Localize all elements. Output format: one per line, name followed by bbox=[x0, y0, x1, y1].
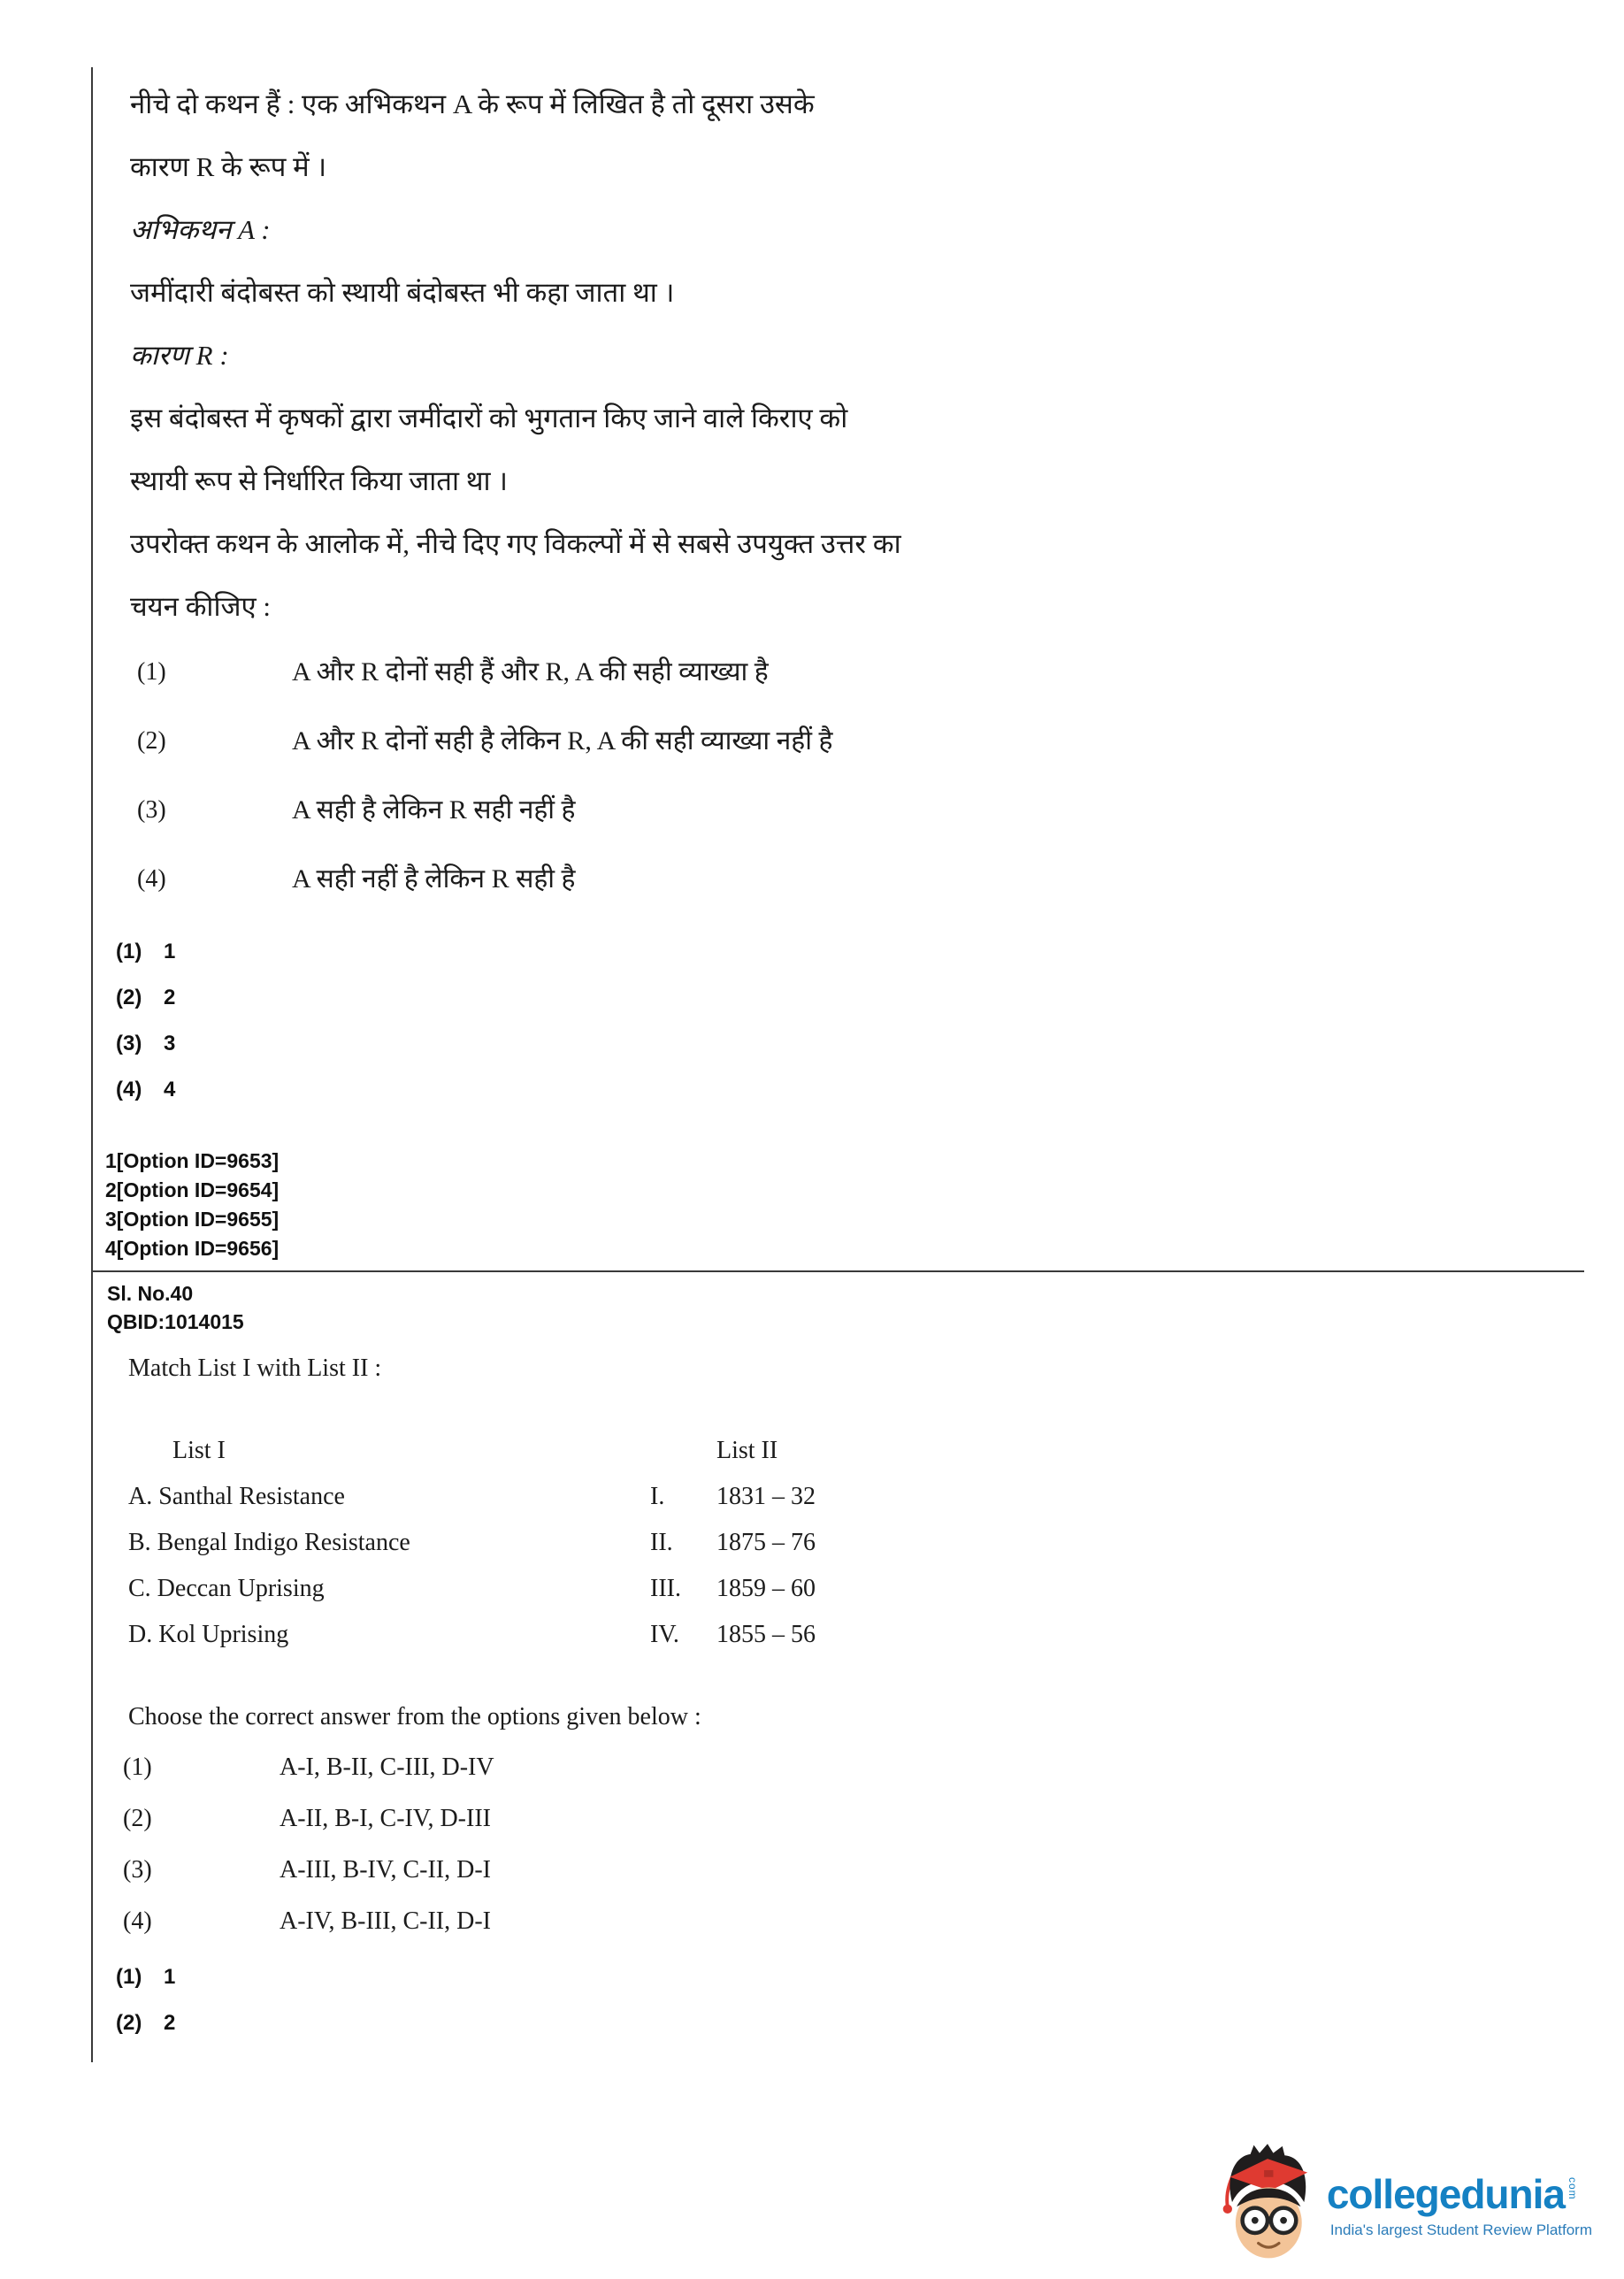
q1-options bbox=[137, 638, 1584, 914]
q1-intro-line-2: कारण R के रूप में । bbox=[130, 151, 327, 182]
q2-match-table bbox=[128, 1428, 1584, 1658]
q2-row-d-item: D. Kol Uprising bbox=[128, 1621, 289, 1648]
q2-answer-key-2-number: (2) bbox=[116, 2011, 142, 2035]
q1-option-3-text: A सही है लेकिन R सही नहीं है bbox=[292, 795, 576, 825]
q2-list1-header: List I bbox=[172, 1437, 226, 1464]
q2-row-c-year: 1859 – 60 bbox=[716, 1575, 816, 1602]
q1-reason-label: कारण R : bbox=[130, 340, 229, 371]
q2-option-1 bbox=[123, 1742, 1584, 1793]
question-divider bbox=[93, 1270, 1584, 1272]
q2-prompt: Match List I with List II : bbox=[128, 1354, 382, 1382]
collegedunia-logo-text bbox=[1327, 2172, 1592, 2239]
collegedunia-brand-name: collegedunia bbox=[1326, 2171, 1565, 2217]
q1-instruction-line-1: उपरोक्त कथन के आलोक में, नीचे दिए गए विकल्पों में से सबसे उपयुक्त उत्तर का bbox=[130, 528, 901, 559]
q2-row-a-year: 1831 – 32 bbox=[716, 1483, 816, 1510]
q2-option-3-number: (3) bbox=[123, 1856, 152, 1884]
q1-option-1-text: A और R दोनों सही हैं और R, A की सही व्याख्या है bbox=[292, 657, 769, 687]
q1-option-3 bbox=[137, 776, 1584, 845]
q2-option-3-text: A-III, B-IV, C-II, D-I bbox=[280, 1856, 491, 1884]
q2-answer-key-2-value: 2 bbox=[164, 2011, 176, 2035]
collegedunia-tagline: India's largest Student Review Platform bbox=[1329, 2221, 1592, 2238]
q1-body bbox=[130, 73, 1584, 638]
q2-answer-keys bbox=[116, 1954, 1584, 2046]
q1-answer-key-1 bbox=[116, 929, 1584, 975]
q1-option-1-number: (1) bbox=[137, 658, 166, 686]
collegedunia-logo bbox=[1215, 2143, 1592, 2268]
q1-answer-keys bbox=[116, 929, 1584, 1113]
q1-option-2-text: A और R दोनों सही है लेकिन R, A की सही व्याख्या नहीं है bbox=[292, 726, 833, 756]
q1-answer-key-4-number: (4) bbox=[116, 1078, 142, 1101]
q2-table-row-b bbox=[128, 1520, 1584, 1566]
q1-option-3-number: (3) bbox=[137, 796, 166, 824]
q2-row-c-item: C. Deccan Uprising bbox=[128, 1575, 325, 1602]
q1-reason-line-1: इस बंदोबस्त में कृषकों द्वारा जमींदारों को भुगतान किए जाने वाले किराए को bbox=[130, 403, 848, 434]
q1-answer-key-3-value: 3 bbox=[164, 1032, 176, 1055]
collegedunia-brand-suffix: com bbox=[1567, 2177, 1579, 2200]
q1-answer-key-4-value: 4 bbox=[164, 1078, 176, 1101]
q2-row-a-roman: I. bbox=[650, 1483, 665, 1510]
q1-answer-key-3 bbox=[116, 1021, 1584, 1067]
q1-answer-key-1-value: 1 bbox=[164, 940, 176, 963]
q2-option-2-text: A-II, B-I, C-IV, D-III bbox=[280, 1805, 491, 1832]
q2-option-1-number: (1) bbox=[123, 1753, 152, 1781]
q1-option-4-number: (4) bbox=[137, 865, 166, 893]
q2-table-row-c bbox=[128, 1566, 1584, 1612]
q1-answer-key-2-value: 2 bbox=[164, 986, 176, 1009]
q2-answer-key-1 bbox=[116, 1954, 1584, 2000]
q1-instruction-line-2: चयन कीजिए : bbox=[130, 591, 271, 622]
q1-option-id-3: 3[Option ID=9655] bbox=[105, 1208, 280, 1231]
q2-option-2-number: (2) bbox=[123, 1805, 152, 1832]
q1-answer-key-3-number: (3) bbox=[116, 1032, 142, 1055]
q2-table-row-a bbox=[128, 1474, 1584, 1520]
q2-table-row-d bbox=[128, 1612, 1584, 1658]
q2-row-a-item: A. Santhal Resistance bbox=[128, 1483, 345, 1510]
q2-list2-header: List II bbox=[716, 1437, 778, 1464]
q2-answer-key-1-number: (1) bbox=[116, 1965, 142, 1989]
q2-header bbox=[107, 1279, 1584, 1336]
q2-table-header bbox=[128, 1428, 1584, 1474]
q1-intro-line-1: नीचे दो कथन हैं : एक अभिकथन A के रूप में लिखित है तो दूसरा उसके bbox=[130, 88, 815, 119]
q1-reason-line-2: स्थायी रूप से निर्धारित किया जाता था । bbox=[130, 465, 509, 496]
q1-answer-key-2-number: (2) bbox=[116, 986, 142, 1009]
q1-assertion-label: अभिकथन A : bbox=[130, 214, 271, 245]
question-panel bbox=[91, 67, 1584, 2062]
q2-choose-instruction: Choose the correct answer from the options given below : bbox=[128, 1703, 701, 1730]
q2-row-d-year: 1855 – 56 bbox=[716, 1621, 816, 1648]
q2-row-b-year: 1875 – 76 bbox=[716, 1529, 816, 1556]
collegedunia-mascot-icon bbox=[1215, 2143, 1320, 2268]
q2-row-c-roman: III. bbox=[650, 1575, 681, 1602]
q1-option-ids bbox=[105, 1147, 1584, 1263]
q1-option-1 bbox=[137, 638, 1584, 707]
q1-option-2-number: (2) bbox=[137, 727, 166, 755]
q2-option-1-text: A-I, B-II, C-III, D-IV bbox=[280, 1753, 494, 1781]
q2-option-3 bbox=[123, 1845, 1584, 1896]
q2-row-d-roman: IV. bbox=[650, 1621, 679, 1648]
q2-option-4-number: (4) bbox=[123, 1907, 152, 1935]
q2-answer-key-1-value: 1 bbox=[164, 1965, 176, 1989]
q2-qbid: QBID:1014015 bbox=[107, 1310, 244, 1333]
q1-option-id-2: 2[Option ID=9654] bbox=[105, 1178, 280, 1201]
q2-option-4-text: A-IV, B-III, C-II, D-I bbox=[280, 1907, 491, 1935]
q1-option-4-text: A सही नहीं है लेकिन R सही है bbox=[292, 864, 576, 894]
q2-row-b-roman: II. bbox=[650, 1529, 673, 1556]
q1-answer-key-2 bbox=[116, 975, 1584, 1021]
q1-option-id-1: 1[Option ID=9653] bbox=[105, 1149, 280, 1172]
q2-option-2 bbox=[123, 1793, 1584, 1845]
q2-option-4 bbox=[123, 1896, 1584, 1947]
q2-options bbox=[123, 1742, 1584, 1947]
q1-option-2 bbox=[137, 707, 1584, 776]
q1-answer-key-4 bbox=[116, 1067, 1584, 1113]
q2-serial-number: Sl. No.40 bbox=[107, 1282, 194, 1305]
q2-row-b-item: B. Bengal Indigo Resistance bbox=[128, 1529, 410, 1556]
q1-assertion-text: जमींदारी बंदोबस्त को स्थायी बंदोबस्त भी कहा जाता था । bbox=[130, 277, 675, 308]
q2-answer-key-2 bbox=[116, 2000, 1584, 2046]
q1-option-4 bbox=[137, 845, 1584, 914]
q1-option-id-4: 4[Option ID=9656] bbox=[105, 1237, 280, 1260]
q1-answer-key-1-number: (1) bbox=[116, 940, 142, 963]
